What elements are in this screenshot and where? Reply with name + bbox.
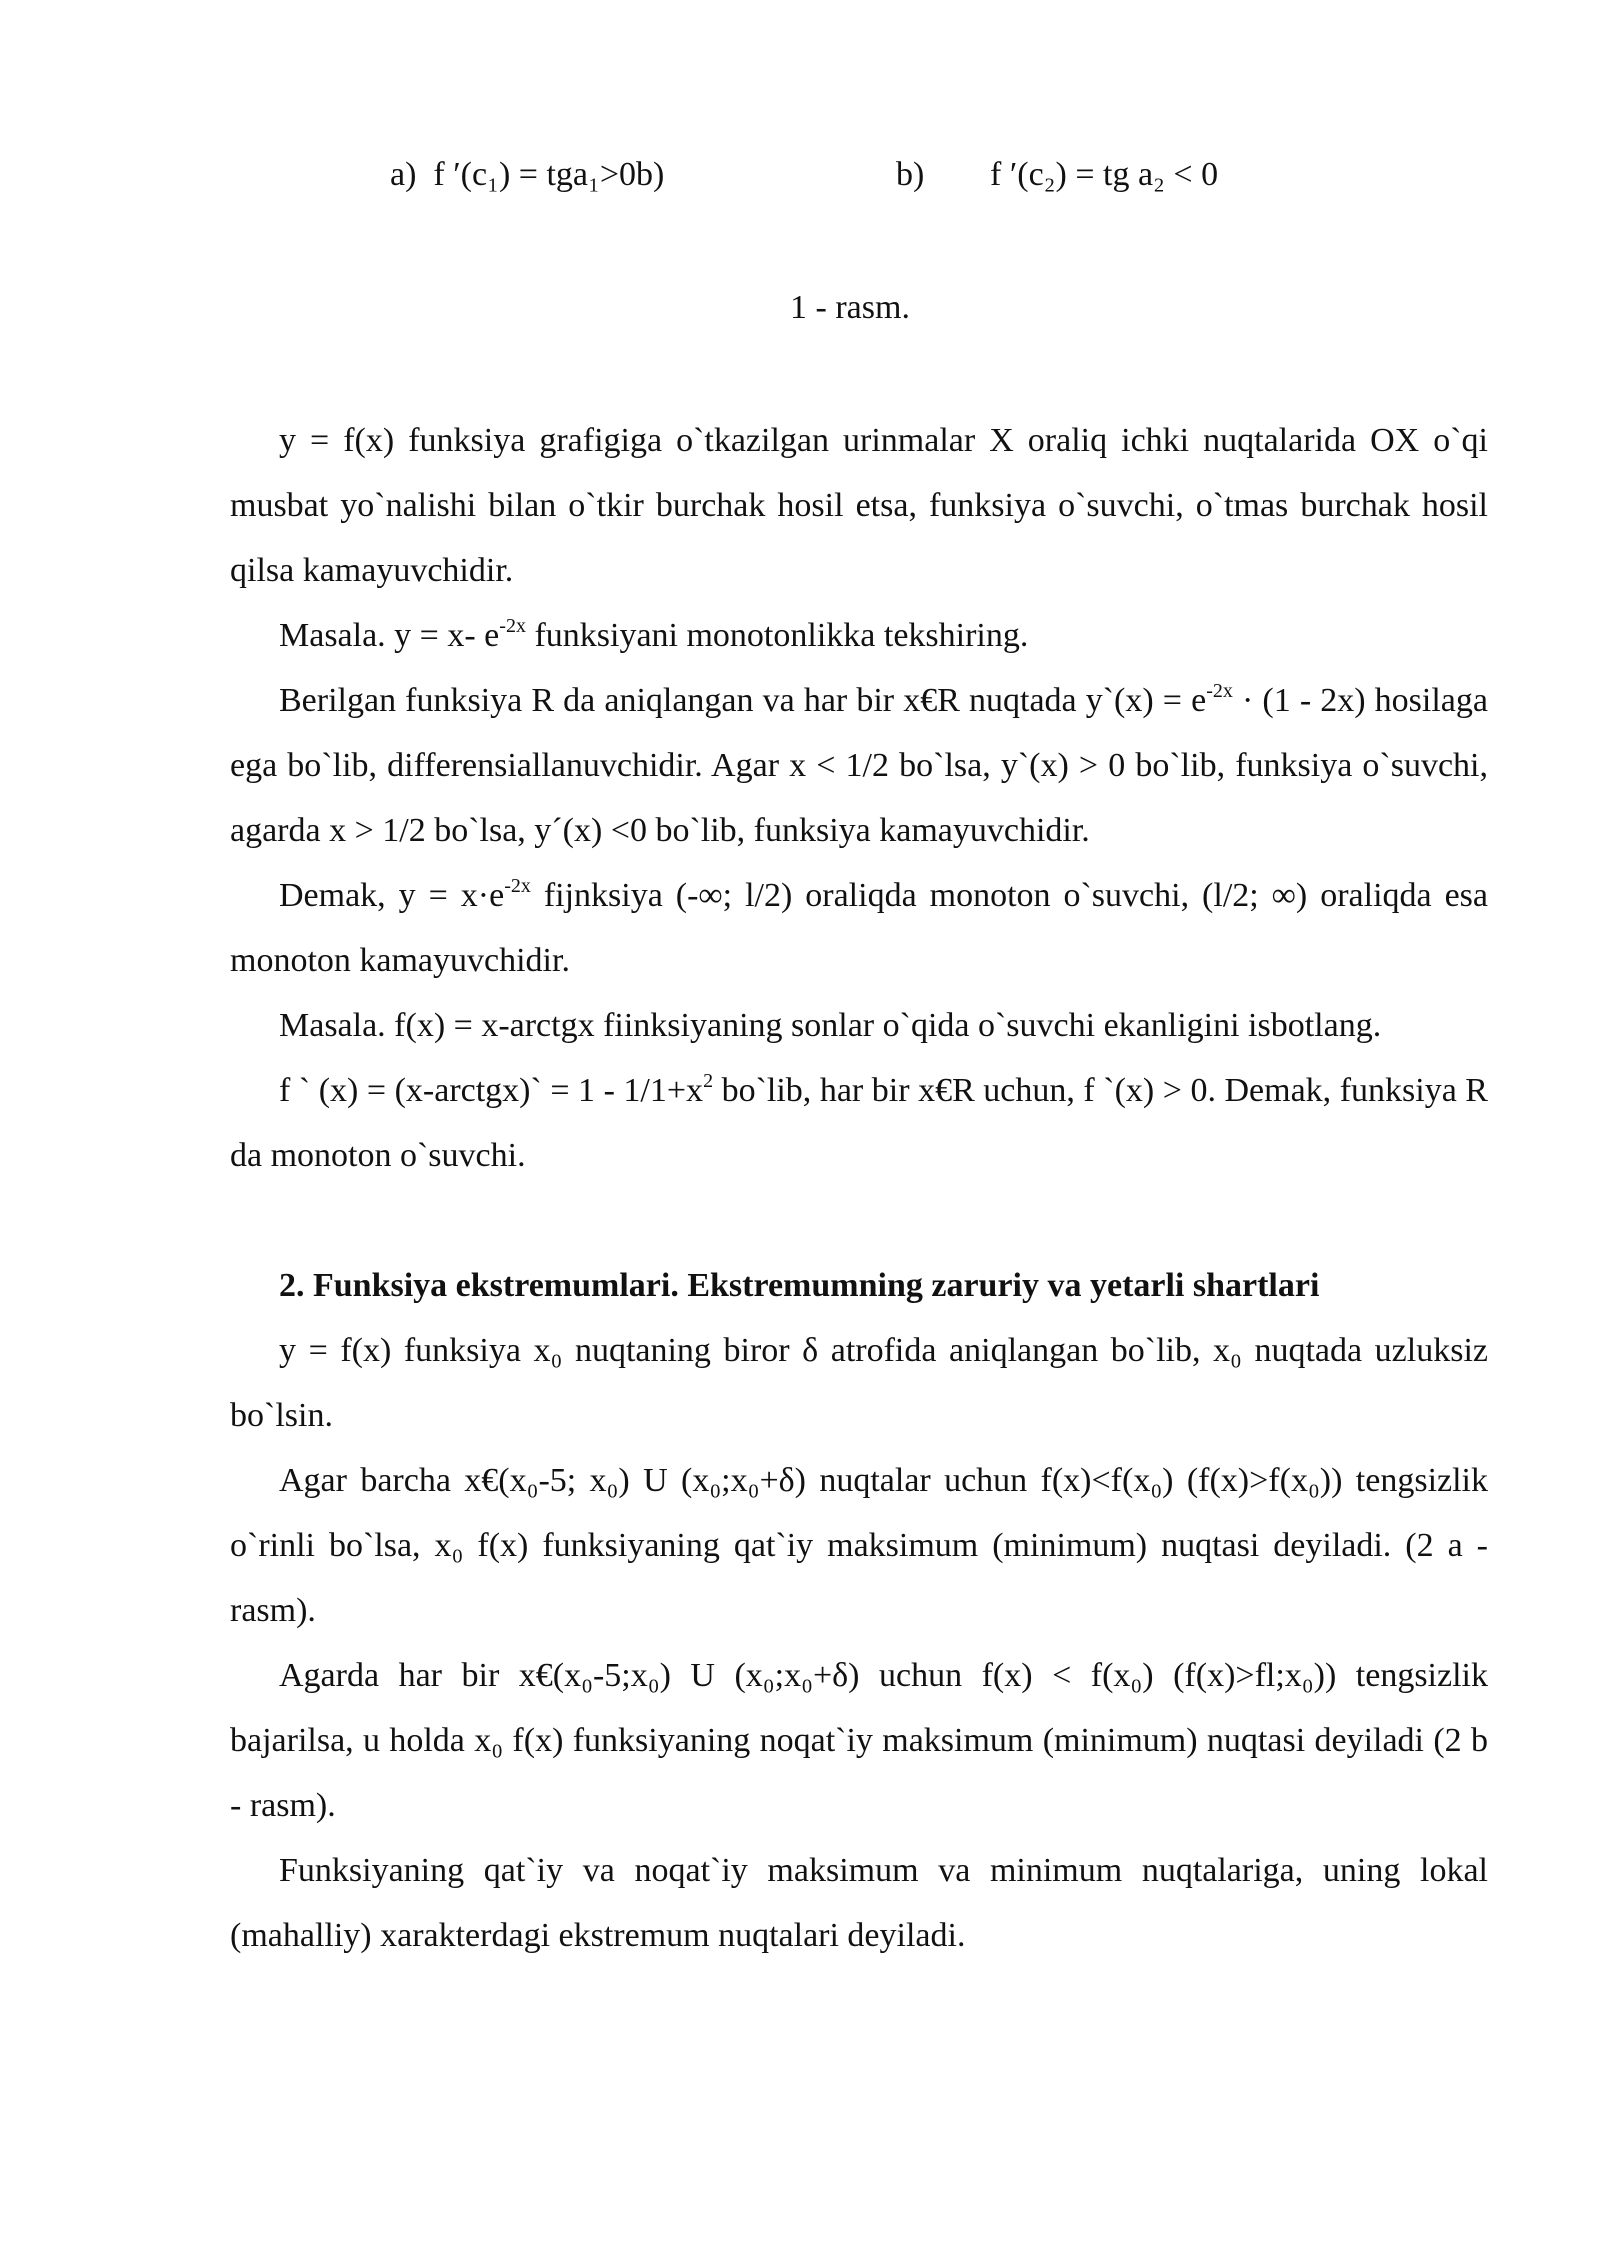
subcaption-a bbox=[390, 150, 664, 200]
paragraph: Masala. f(x) = x-arctgx fiinksiyaning sonlar o`qida o`suvchi ekanligini isbotlang. bbox=[279, 1007, 1382, 1044]
paragraph: y = f(x) funksiya grafigiga o`tkazilgan urinmalar X oraliq ichki nuqtalarida OX o`qi musbat yo`nalishi bilan o`tkir burchak hosil etsa, funksiya o`suvchi, o`tmas burchak hosil qilsa kamayuvchidir. bbox=[230, 422, 1488, 589]
text-run: f ` (x) = (x-arctgx)` = 1 - 1/1+x bbox=[279, 1072, 704, 1109]
text-run: Berilgan funksiya R da aniqlangan va har bir x€R nuqtada y`(x) = e bbox=[279, 682, 1207, 719]
subcaption-a-label: a) bbox=[390, 156, 417, 193]
superscript: -2x bbox=[504, 875, 531, 897]
text-run: · (1 - 2x) hosilaga ega bo`lib, differensiallanuvchidir. Agar x < 1/2 bo`lsa, y`(x) > 0 bo`lib, funksiya o`suvchi, agarda x > 1/2 bo`lsa, y´(x) <0 bo`lib, funksiya kamayuvchidir. bbox=[230, 682, 1488, 849]
subcaption-b-text: f ′(c₂) = tg a₂ < 0 bbox=[990, 156, 1219, 193]
section-heading: 2. Funksiya ekstremumlari. Ekstremumning zaruriy va yetarli shartlari bbox=[279, 1267, 1320, 1304]
paragraph: Funksiyaning qat`iy va noqat`iy maksimum va minimum nuqtalariga, uning lokal (mahalliy) xarakterdagi ekstremum nuqtalari deyiladi. bbox=[230, 1852, 1488, 1954]
paragraph: Agarda har bir x€(x₀-5;x₀) U (x₀;x₀+δ) uchun f(x) < f(x₀) (f(x)>fl;x₀)) tengsizlik bajarilsa, u holda x₀ f(x) funksiyaning noqat`iy maksimum (minimum) nuqtasi deyiladi (2 b - rasm). bbox=[230, 1657, 1488, 1824]
paragraph bbox=[230, 1058, 1488, 1188]
text-run: Masala. y = x- e bbox=[279, 617, 500, 654]
text-run: fijnksiya (-∞; l/2) oraliqda monoton o`suvchi, (l/2; ∞) oraliqda esa monoton kamayuvchidir. bbox=[230, 877, 1488, 979]
figure-subcaption-row bbox=[0, 150, 1600, 200]
paragraph bbox=[230, 863, 1488, 993]
spacer bbox=[230, 1188, 1488, 1253]
text-run: funksiyani monotonlikka tekshiring. bbox=[525, 617, 1029, 654]
subcaption-a-text: f ′(c₁) = tga₁>0b) bbox=[433, 156, 665, 193]
paragraph bbox=[230, 603, 1488, 668]
superscript: -2x bbox=[1206, 680, 1233, 702]
superscript: 2 bbox=[703, 1070, 714, 1092]
superscript: -2x bbox=[499, 615, 526, 637]
subcaption-b-label: b) bbox=[896, 156, 925, 193]
paragraph bbox=[230, 668, 1488, 863]
figure-caption: 1 - rasm. bbox=[790, 289, 910, 326]
document-body bbox=[230, 408, 1488, 1968]
text-run: Demak, y = x·e bbox=[279, 877, 505, 914]
text-run: bo`lib, har bir x€R uchun, f `(x) > 0. Demak, funksiya R da monoton o`suvchi. bbox=[230, 1072, 1488, 1174]
paragraph: y = f(x) funksiya x₀ nuqtaning biror δ atrofida aniqlangan bo`lib, x₀ nuqtada uzluksiz bo`lsin. bbox=[230, 1332, 1488, 1434]
paragraph: Agar barcha x€(x₀-5; x₀) U (x₀;x₀+δ) nuqtalar uchun f(x)<f(x₀) (f(x)>f(x₀)) tengsizlik o`rinli bo`lsa, x₀ f(x) funksiyaning qat`iy maksimum (minimum) nuqtasi deyiladi. (2 a - rasm). bbox=[230, 1462, 1488, 1629]
